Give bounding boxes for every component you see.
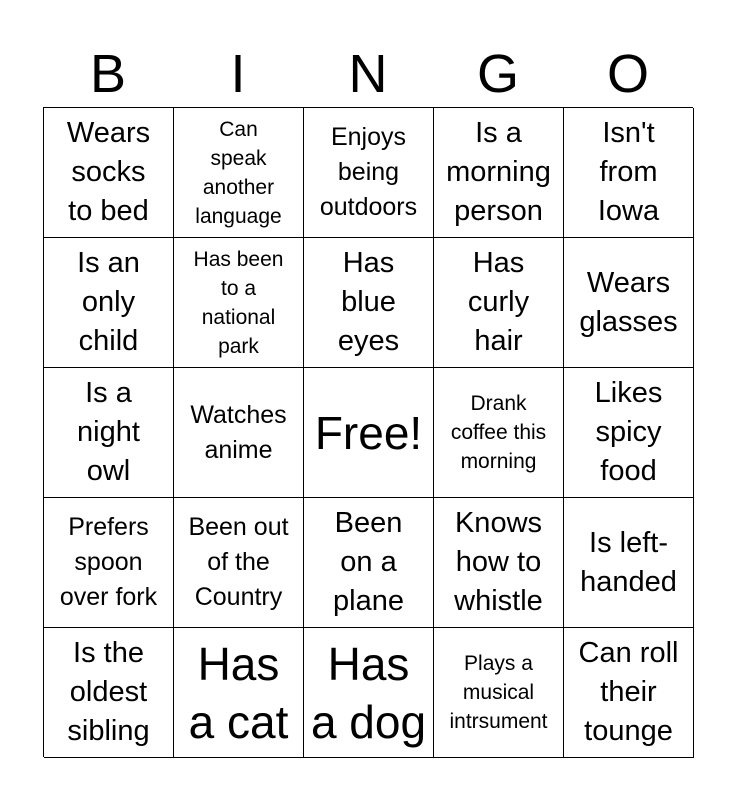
cell-text: Is a morning person: [446, 117, 551, 227]
header-letter-o: O: [606, 44, 649, 104]
bingo-cell-r3-c4[interactable]: [434, 368, 564, 498]
bingo-cell-r3-c2[interactable]: [174, 368, 304, 498]
bingo-header: [43, 40, 693, 108]
bingo-cell-r1-c1[interactable]: [44, 108, 174, 238]
bingo-cell-r5-c4[interactable]: [434, 628, 564, 758]
cell-text: Is the oldest sibling: [67, 637, 150, 747]
bingo-cell-r5-c2[interactable]: [174, 628, 304, 758]
cell-text: Wears socks to bed: [66, 117, 151, 227]
bingo-cell-r2-c3[interactable]: [304, 238, 434, 368]
free-space-label: Free!: [314, 406, 423, 459]
cell-text: Wears glasses: [579, 266, 678, 338]
bingo-cell-r1-c4[interactable]: [434, 108, 564, 238]
cell-text: Can speak another language: [195, 117, 282, 228]
bingo-cell-r4-c5[interactable]: [564, 498, 694, 628]
header-letter-i: I: [230, 44, 246, 104]
cell-text: Has curly hair: [467, 247, 530, 357]
cell-text: Can roll their tounge: [578, 637, 679, 747]
header-letter-g: G: [476, 44, 519, 104]
bingo-cell-r3-c1[interactable]: [44, 368, 174, 498]
header-letter-b: B: [89, 44, 127, 104]
bingo-cell-r5-c3[interactable]: [304, 628, 434, 758]
bingo-cell-r3-c5[interactable]: [564, 368, 694, 498]
cell-text: Is a night owl: [77, 377, 140, 487]
cell-text: Is left- handed: [580, 526, 677, 598]
cell-text: Drank coffee this morning: [450, 392, 547, 473]
cell-text: Has a cat: [188, 637, 289, 748]
bingo-cell-r1-c3[interactable]: [304, 108, 434, 238]
cell-text: Likes spicy food: [594, 377, 663, 487]
cell-text: Been out of the Country: [188, 513, 289, 611]
cell-text: Knows how to whistle: [454, 507, 543, 617]
header-letter-n: N: [348, 44, 388, 104]
bingo-cell-r2-c2[interactable]: [174, 238, 304, 368]
bingo-cell-r4-c4[interactable]: [434, 498, 564, 628]
bingo-cell-r4-c2[interactable]: [174, 498, 304, 628]
cell-text: Prefers spoon over fork: [59, 513, 158, 611]
bingo-card-grid: [43, 107, 693, 757]
bingo-cell-r5-c5[interactable]: [564, 628, 694, 758]
bingo-cell-r1-c2[interactable]: [174, 108, 304, 238]
cell-text: Has been to a national park: [193, 247, 284, 358]
free-space-cell[interactable]: [304, 368, 434, 498]
bingo-cell-r1-c5[interactable]: [564, 108, 694, 238]
bingo-cell-r5-c1[interactable]: [44, 628, 174, 758]
bingo-cell-r4-c3[interactable]: [304, 498, 434, 628]
cell-text: Has a dog: [310, 637, 427, 748]
cell-text: Watches anime: [190, 400, 287, 464]
cell-text: Has blue eyes: [337, 247, 400, 357]
cell-text: Isn't from Iowa: [597, 117, 660, 227]
cell-text: Been on a plane: [333, 507, 404, 617]
bingo-cell-r2-c4[interactable]: [434, 238, 564, 368]
bingo-cell-r2-c5[interactable]: [564, 238, 694, 368]
bingo-cell-r4-c1[interactable]: [44, 498, 174, 628]
bingo-cell-r2-c1[interactable]: [44, 238, 174, 368]
cell-text: Plays a musical intrsument: [449, 652, 548, 733]
cell-text: Enjoys being outdoors: [319, 123, 418, 221]
cell-text: Is an only child: [77, 247, 140, 357]
